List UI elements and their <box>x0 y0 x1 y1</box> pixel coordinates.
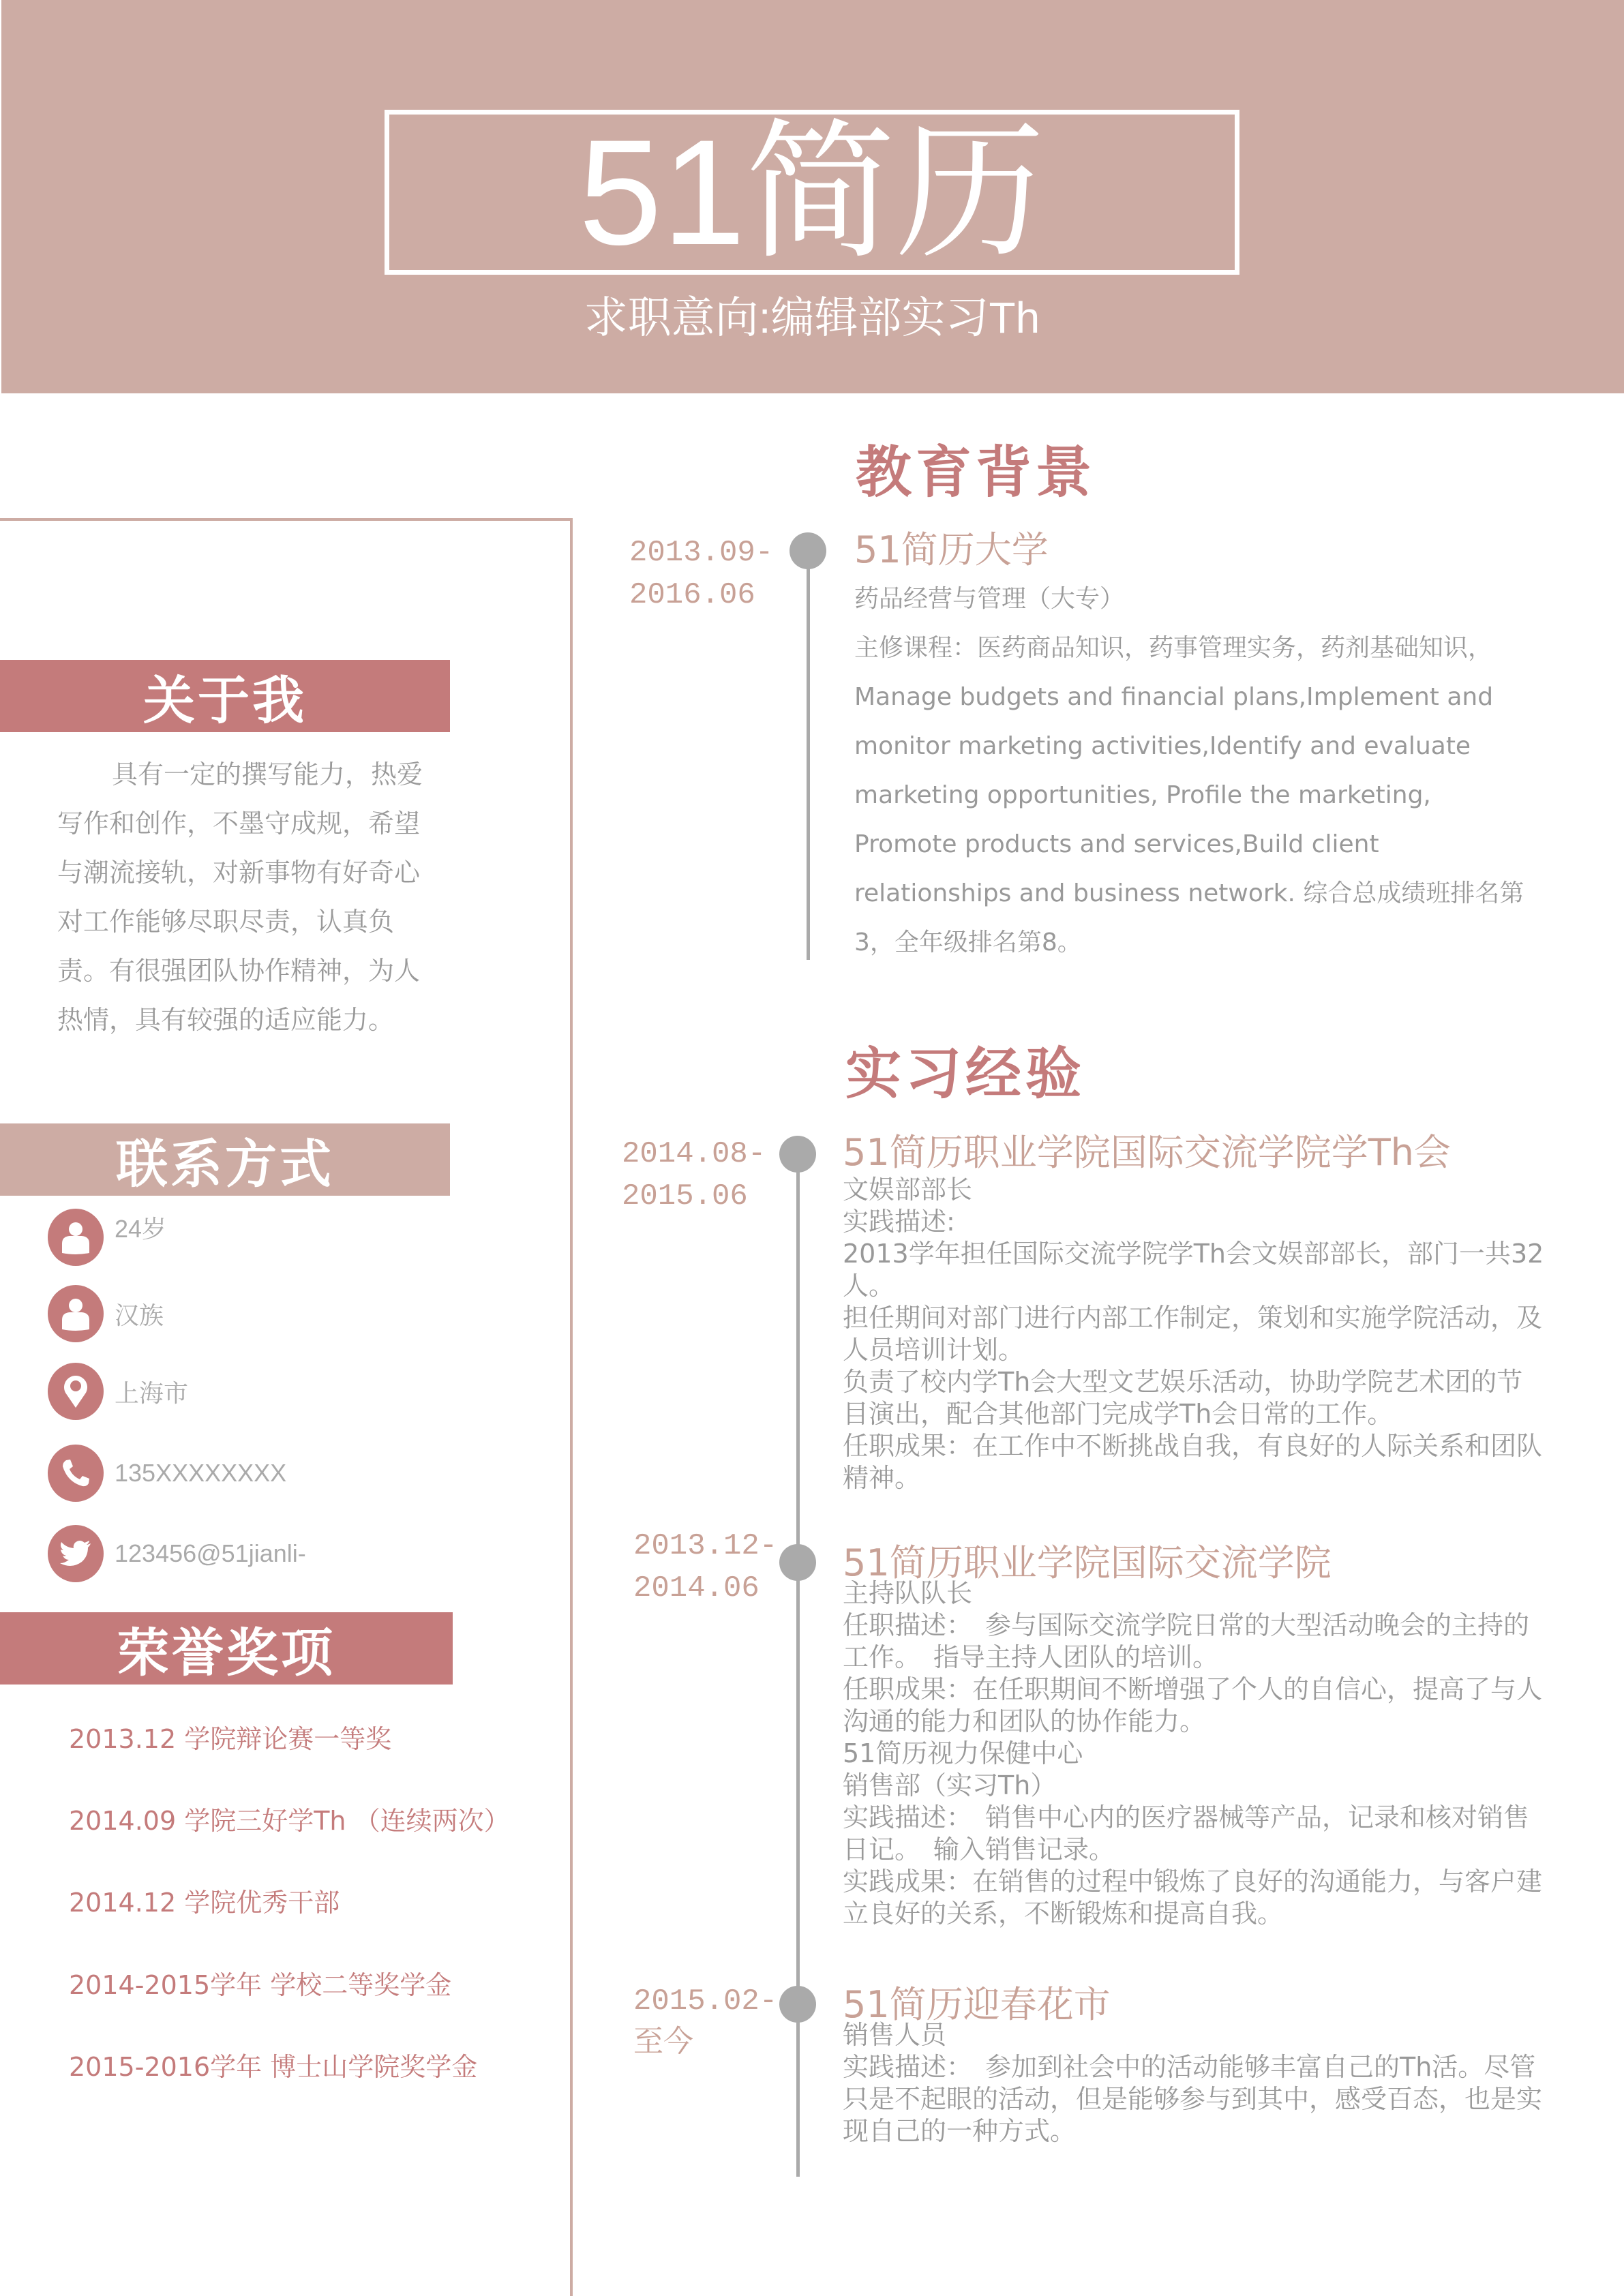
timeline-dot <box>790 532 826 569</box>
contact-location <box>48 1363 188 1420</box>
experience-details: 销售人员 实践描述： 参加到社会中的活动能够丰富自己的Th活。尽管只是不起眼的活动，但是能够参与到其中，感受百态，也是实现自己的一种方式。 <box>843 2020 1543 2146</box>
contact-social <box>48 1525 306 1582</box>
contact-ethnicity <box>48 1285 164 1342</box>
person-icon <box>48 1209 104 1266</box>
awards-heading: 荣誉奖项 <box>0 1612 453 1685</box>
experience-title: 51简历迎春花市 <box>843 1983 1111 2026</box>
award-item: 2013.12 学院辩论赛一等奖 <box>69 1724 392 1754</box>
contact-text: 24岁 <box>115 1214 167 1243</box>
twitter-bird-icon <box>48 1525 104 1582</box>
experience-details: 主持队队长 任职描述： 参与国际交流学院日常的大型活动晚会的主持的工作。 指导主持人团队的培训。 任职成果：在任职期间不断增强了个人的自信心，提高了与人沟通的能力和团队的协作能力。 51简历视力保健中心 销售部（实习Th） 实践描述： 销售中心内的医疗器械等产品，记录和核对销售日记。 输入销售记录。 实践成果：在销售的过程中锻炼了良好的沟通能力，与客户建立良好的关系，不断锻炼和提高自我。 <box>843 1578 1543 1929</box>
about-heading: 关于我 <box>0 660 450 732</box>
contact-age <box>48 1209 166 1266</box>
about-text: 具有一定的撰写能力，热爱写作和创作，不墨守成规，希望与潮流接轨，对新事物有好奇心对工作能够尽职尽责，认真负责。有很强团队协作精神，为人热情，具有较强的适应能力。 <box>57 759 423 1035</box>
award-item: 2015-2016学年 博士山学院奖学金 <box>69 2052 478 2082</box>
courses: 主修课程：医药商品知识，药事管理实务，药剂基础知识，Manage budgets and financial plans,Implement and monitor marketing activities,Identify and evaluate marketing opportunities, Profile the marketing, Promote products and services,Build client relationships and business network. 综合总成绩班排名第3，全年级排名第8。 <box>854 634 1524 956</box>
contact-heading: 联系方式 <box>0 1123 450 1196</box>
experience-details: 文娱部部长 实践描述: 2013学年担任国际交流学院学Th会文娱部部长，部门一共32人。 担任期间对部门进行内部工作制定，策划和实施学院活动，及人员培训计划。 负责了校内学Th会大型文艺娱乐活动，协助学院艺术团的节目演出，配合其他部门完成学Th会日常的工作。 任职成果：在工作中不断挑战自我，有良好的人际关系和团队精神。 <box>843 1175 1544 1493</box>
experience-date: 2014.08- 2015.06 <box>622 1137 766 1213</box>
experience-date: 2013.12- 2014.06 <box>633 1529 778 1605</box>
contact-text: 135XXXXXXXX <box>115 1459 287 1487</box>
experience-heading: 实习经验 <box>845 1042 1086 1106</box>
education-date: 2013.09- 2016.06 <box>629 536 774 612</box>
award-item: 2014-2015学年 学校二等奖学金 <box>69 1970 452 2000</box>
contact-text: 上海市 <box>115 1378 189 1407</box>
location-pin-icon <box>48 1363 104 1420</box>
contact-text: 汉族 <box>115 1301 164 1329</box>
experience-title: 51简历职业学院国际交流学院学Th会 <box>843 1131 1451 1174</box>
contact-phone <box>48 1445 286 1502</box>
person-icon <box>48 1285 104 1342</box>
resume-title: 51简历 <box>385 110 1239 275</box>
major: 药品经营与管理（大专） <box>854 585 1125 613</box>
phone-icon <box>48 1445 104 1502</box>
education-details <box>854 575 1529 967</box>
experience-timeline <box>796 1154 800 2177</box>
contact-text: 123456@51jianli- <box>115 1539 306 1567</box>
sidebar-top-divider <box>0 518 573 521</box>
award-item: 2014.12 学院优秀干部 <box>69 1888 340 1918</box>
timeline-dot <box>779 1544 816 1581</box>
experience-date: 2015.02- 至今 <box>633 1984 778 2061</box>
sidebar-vertical-divider <box>570 518 573 2296</box>
timeline-dot <box>779 1136 816 1173</box>
award-item: 2014.09 学院三好学Th （连续两次） <box>69 1806 510 1836</box>
school-name: 51简历大学 <box>854 528 1049 571</box>
timeline-dot <box>779 1986 816 2023</box>
experience-title: 51简历职业学院国际交流学院 <box>843 1541 1332 1584</box>
education-heading: 教育背景 <box>856 440 1096 505</box>
education-timeline <box>807 551 810 960</box>
job-objective: 求职意向:编辑部实习Th <box>584 293 1040 342</box>
